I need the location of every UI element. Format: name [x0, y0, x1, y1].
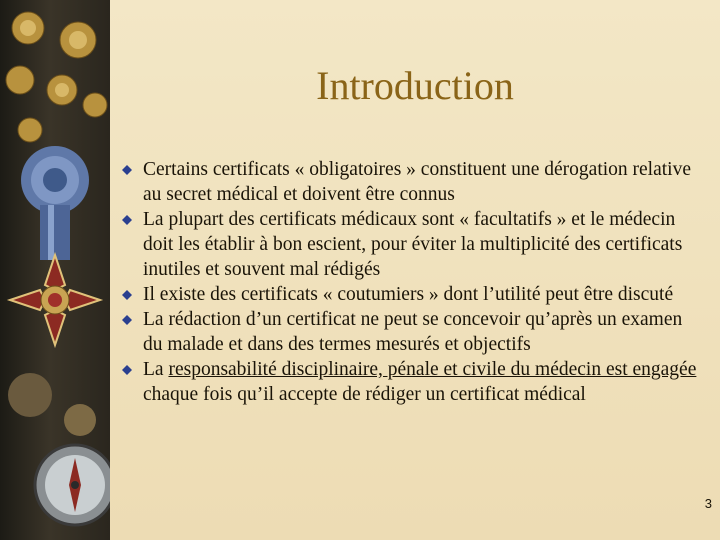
diamond-bullet-icon	[122, 165, 132, 175]
diamond-bullet-icon	[122, 215, 132, 225]
bullet-text: Il existe des certificats « coutumiers » dont l’utilité peut être discuté	[143, 284, 674, 305]
slide-title: Introduction	[316, 63, 514, 108]
bullet-text-suffix: chaque fois qu’il accepte de rédiger un certificat médical	[143, 384, 586, 405]
page-number: 3	[704, 496, 712, 511]
bullet-text-prefix: La	[143, 359, 169, 380]
bullet-item	[120, 357, 705, 407]
bullet-item	[120, 207, 705, 282]
bullet-item	[120, 307, 705, 357]
sidebar-medals-image	[0, 0, 110, 540]
medals-illustration	[0, 0, 110, 540]
bullet-item	[120, 157, 705, 207]
bullet-item	[120, 282, 705, 307]
bullet-text: La plupart des certificats médicaux sont « facultatifs » et le médecin doit les établir à bon escient, pour éviter la multiplicité des certificats inutiles et souvent mal rédigés	[143, 209, 683, 280]
diamond-bullet-icon	[122, 315, 132, 325]
bullet-text-underlined: responsabilité disciplinaire, pénale et civile du médecin est engagée	[168, 359, 697, 380]
diamond-bullet-icon	[122, 290, 132, 300]
bullet-text: La rédaction d’un certificat ne peut se concevoir qu’après un examen du malade et dans des termes mesurés et objectifs	[143, 309, 683, 355]
bullet-text: Certains certificats « obligatoires » constituent une dérogation relative au secret médical et doivent être connus	[143, 159, 691, 205]
diamond-bullet-icon	[122, 365, 132, 375]
bullet-list	[120, 157, 705, 407]
